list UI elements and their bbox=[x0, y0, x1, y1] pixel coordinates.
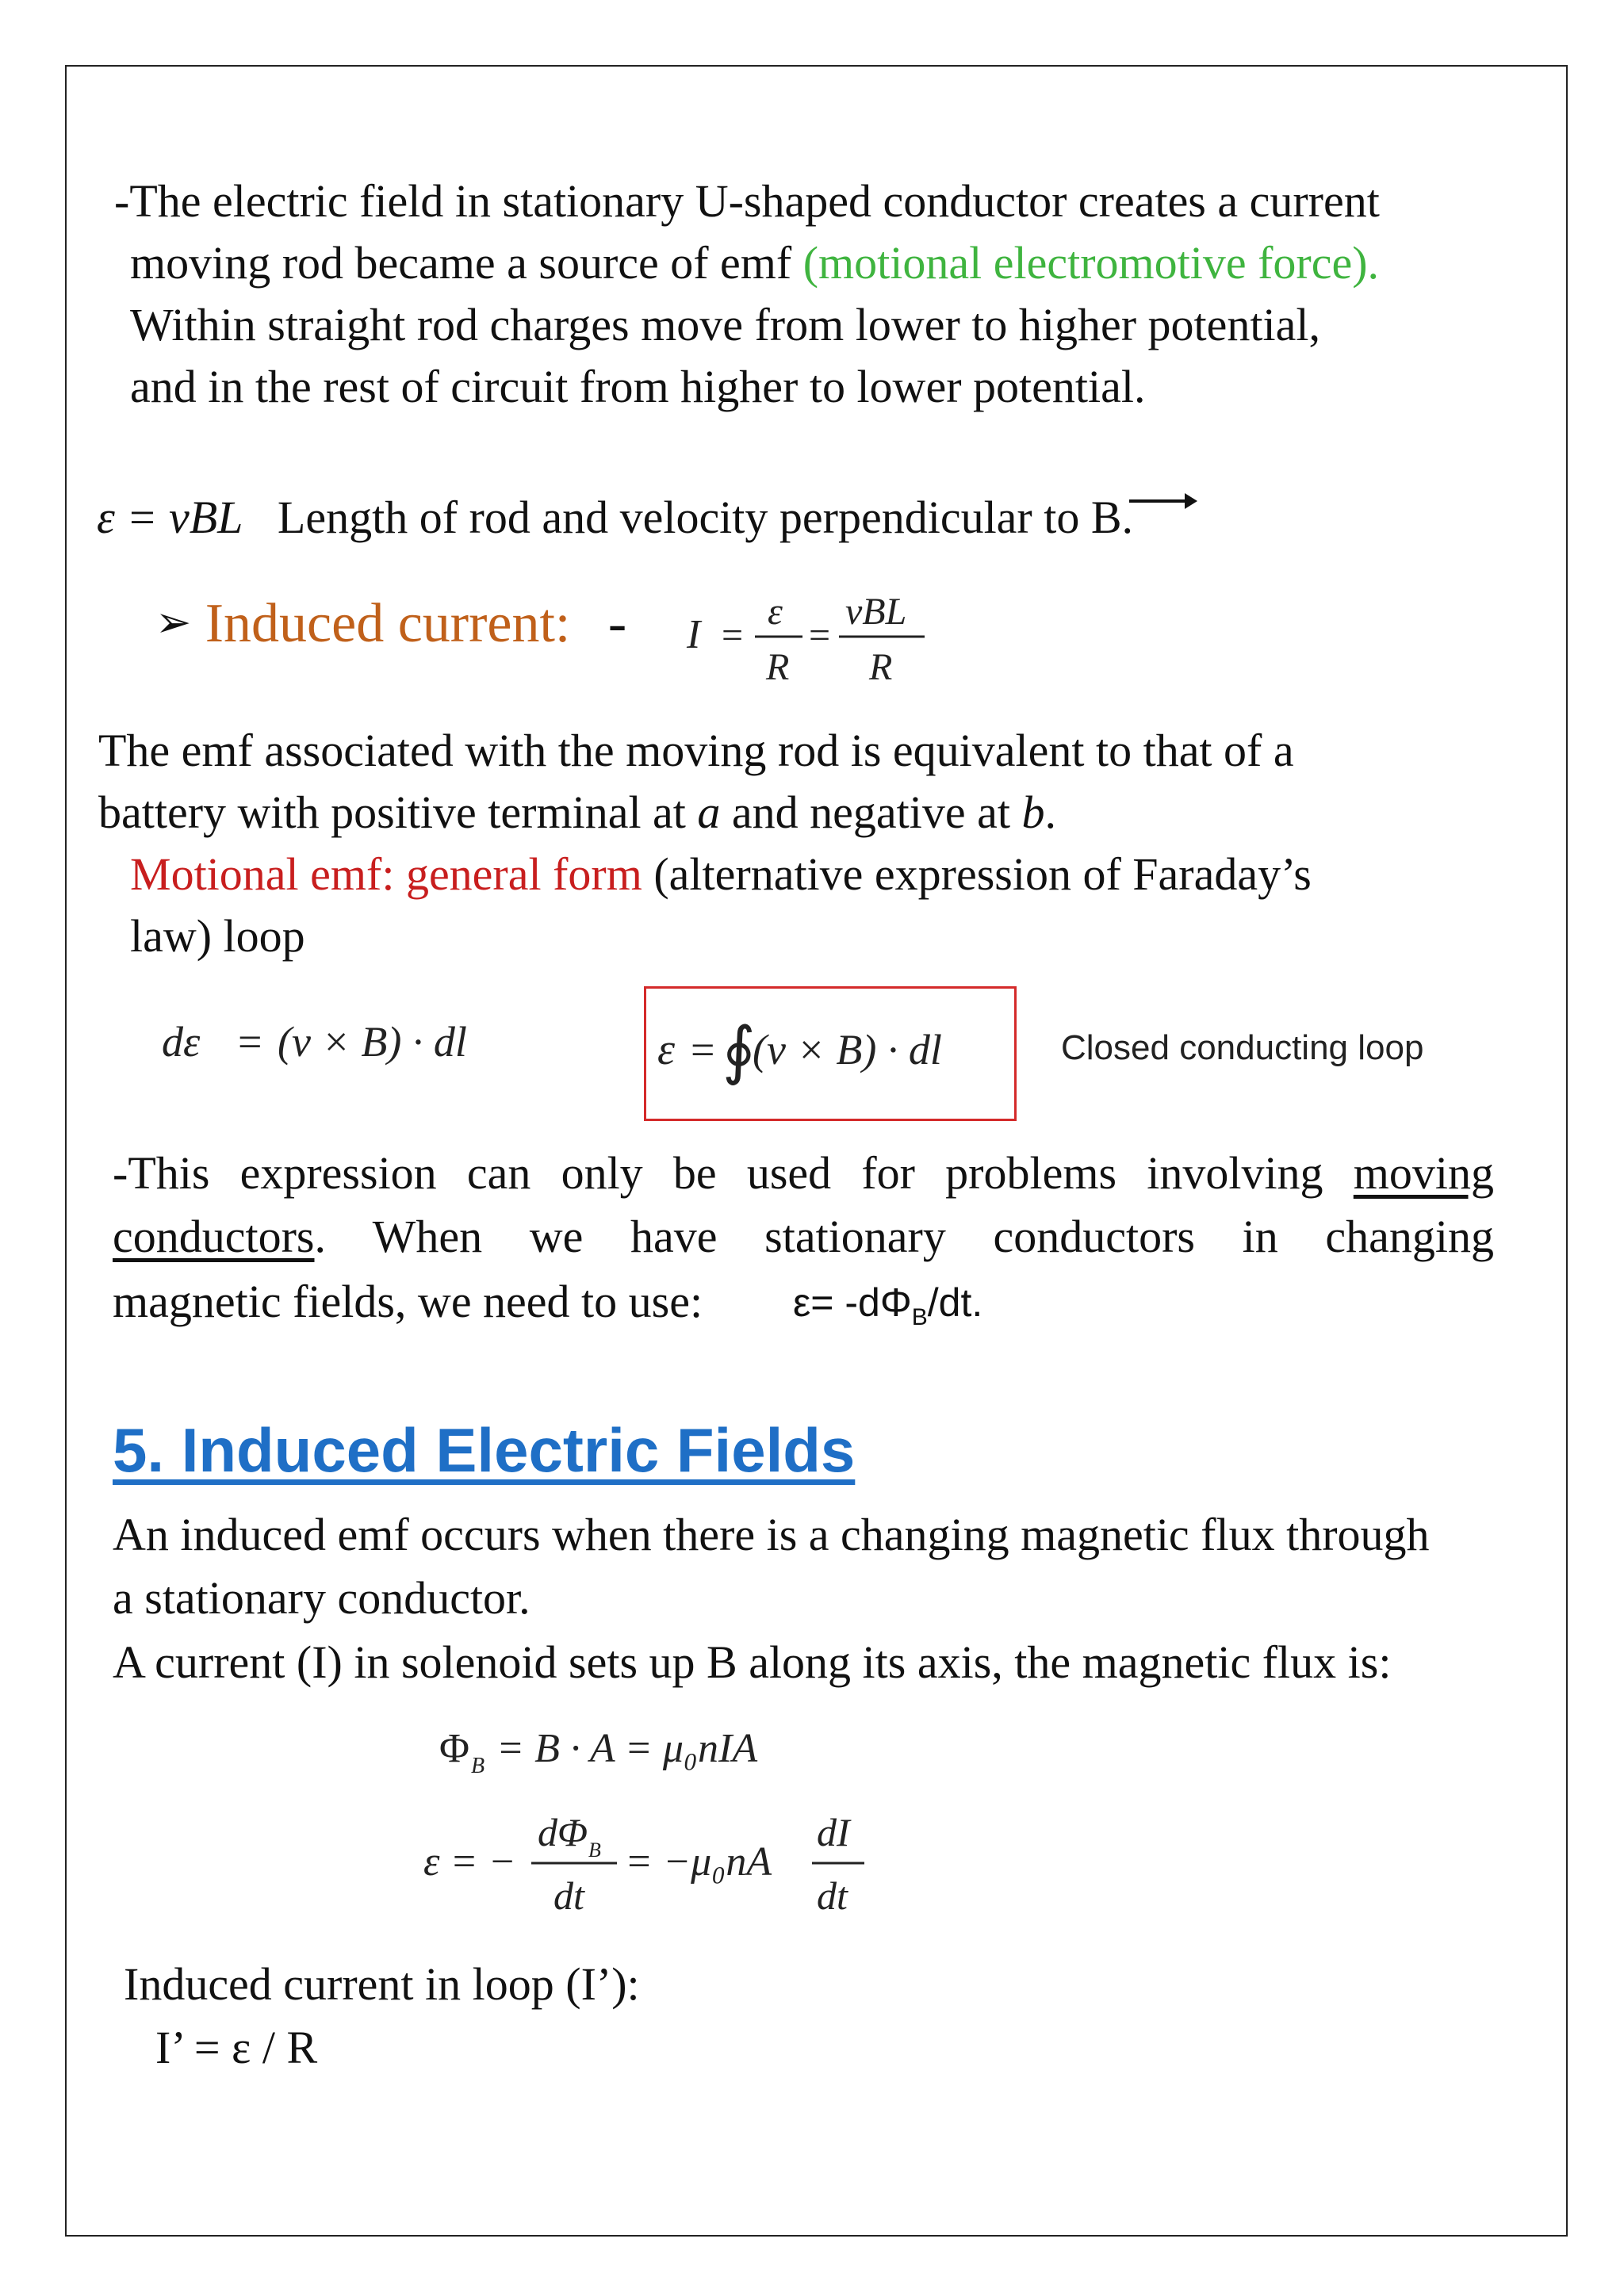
flux-rest: = B · A = μ₀nIA bbox=[496, 1726, 758, 1771]
final-line2: I’ = ε / R bbox=[155, 2022, 318, 2073]
para3-line2-text: . When we have stationary conductors in changing bbox=[314, 1211, 1494, 1262]
para1-line2-text: moving rod became a source of emf bbox=[130, 237, 803, 289]
boxed-rest: (v × B) · dl bbox=[753, 1026, 942, 1073]
para3-line3: magnetic fields, we need to use: bbox=[113, 1276, 703, 1327]
induced-current-dash: - bbox=[607, 593, 627, 654]
section-line2: a stationary conductor. bbox=[113, 1572, 530, 1624]
faraday-law-formula bbox=[793, 1280, 983, 1330]
formula-R1: R bbox=[766, 646, 790, 688]
induced-current-label: Induced current: bbox=[205, 593, 571, 654]
para1-line4: and in the rest of circuit from higher to lower potential. bbox=[130, 361, 1146, 412]
emf-description: Length of rod and velocity perpendicular to B. bbox=[277, 492, 1134, 543]
d-eps: dε bbox=[162, 1018, 201, 1066]
vector-arrow-icon bbox=[1126, 485, 1197, 509]
closed-loop-label: Closed conducting loop bbox=[1061, 1028, 1424, 1067]
final-line1: Induced current in loop (I’): bbox=[124, 1958, 640, 2010]
formula-eq1: = bbox=[722, 614, 744, 656]
differential-emf-formula bbox=[159, 1007, 531, 1078]
arrow-bullet-icon: ➢ bbox=[155, 599, 192, 646]
motional-line2: law) loop bbox=[130, 910, 305, 962]
faraday-sub: B bbox=[911, 1304, 928, 1330]
para2-line1: The emf associated with the moving rod is equivalent to that of a bbox=[98, 725, 1294, 776]
section-line3: A current (I) in solenoid sets up B along its axis, the magnetic flux is: bbox=[113, 1636, 1392, 1688]
flux-sub: B bbox=[471, 1754, 485, 1778]
faraday-dphi: -dΦ bbox=[845, 1280, 912, 1325]
formula-I: I bbox=[687, 612, 701, 657]
para2-line2-a: battery with positive terminal at bbox=[98, 786, 698, 838]
para3-line2 bbox=[113, 1205, 1494, 1269]
motional-emf-term: (motional electromotive force). bbox=[802, 237, 1380, 289]
emf-equation: ε = vBL bbox=[97, 492, 243, 543]
para1-line2 bbox=[130, 237, 1380, 289]
induced-current-heading bbox=[155, 593, 627, 654]
induced-emf-formula bbox=[420, 1800, 896, 1934]
formula-R2: R bbox=[869, 646, 893, 688]
boxed-eq: = bbox=[691, 1026, 715, 1073]
magnetic-flux-formula bbox=[436, 1712, 912, 1784]
boxed-eps: ε bbox=[657, 1025, 676, 1074]
d-cross: (v × B) · dl bbox=[278, 1018, 467, 1066]
d-eq: = bbox=[238, 1018, 262, 1066]
emf-num2: dI bbox=[817, 1810, 850, 1854]
emf-numsub: B bbox=[588, 1839, 601, 1862]
terminal-a: a bbox=[697, 786, 721, 838]
section-heading: 5. Induced Electric Fields bbox=[113, 1415, 856, 1485]
emf-den2: dt bbox=[817, 1873, 848, 1918]
section-line1: An induced emf occurs when there is a changing magnetic flux through bbox=[113, 1509, 1430, 1560]
flux-phi: Φ bbox=[439, 1726, 470, 1771]
emf-num: dΦ bbox=[538, 1810, 588, 1854]
motional-rest: (alternative expression of Faraday’s bbox=[642, 848, 1312, 900]
emf-mid: = −μ₀nA bbox=[625, 1839, 772, 1885]
induced-current-formula bbox=[682, 583, 936, 694]
terminal-b: b bbox=[1021, 786, 1045, 838]
motional-line1 bbox=[130, 848, 1312, 900]
faraday-dt: /dt. bbox=[927, 1280, 983, 1325]
para1-line1: -The electric field in stationary U-shaped conductor creates a current bbox=[114, 175, 1380, 227]
contour-integral-icon: ∮ bbox=[722, 1016, 756, 1086]
para2-line2-b: and negative at bbox=[720, 786, 1022, 838]
conductors-underlined: conductors bbox=[113, 1211, 315, 1262]
emf-line bbox=[97, 492, 1134, 543]
emf-den: dt bbox=[553, 1873, 584, 1918]
faraday-eps: ε= bbox=[793, 1280, 834, 1325]
para1-line3: Within straight rod charges move from lower to higher potential, bbox=[130, 299, 1321, 350]
para2-line2-c: . bbox=[1044, 786, 1056, 838]
para3-line1 bbox=[113, 1142, 1494, 1205]
para3-line1-text: -This expression can only be used for problems involving bbox=[113, 1147, 1354, 1199]
formula-vBL: vBL bbox=[845, 591, 907, 633]
emf-eps: ε = − bbox=[423, 1839, 516, 1885]
formula-eps: ε bbox=[768, 591, 783, 633]
motional-emf-general-form: Motional emf: general form bbox=[130, 848, 642, 900]
closed-loop-formula bbox=[646, 988, 1014, 1119]
para2-line2 bbox=[98, 786, 1056, 838]
formula-eq2: = bbox=[809, 614, 831, 656]
moving-underlined: moving bbox=[1353, 1147, 1494, 1199]
